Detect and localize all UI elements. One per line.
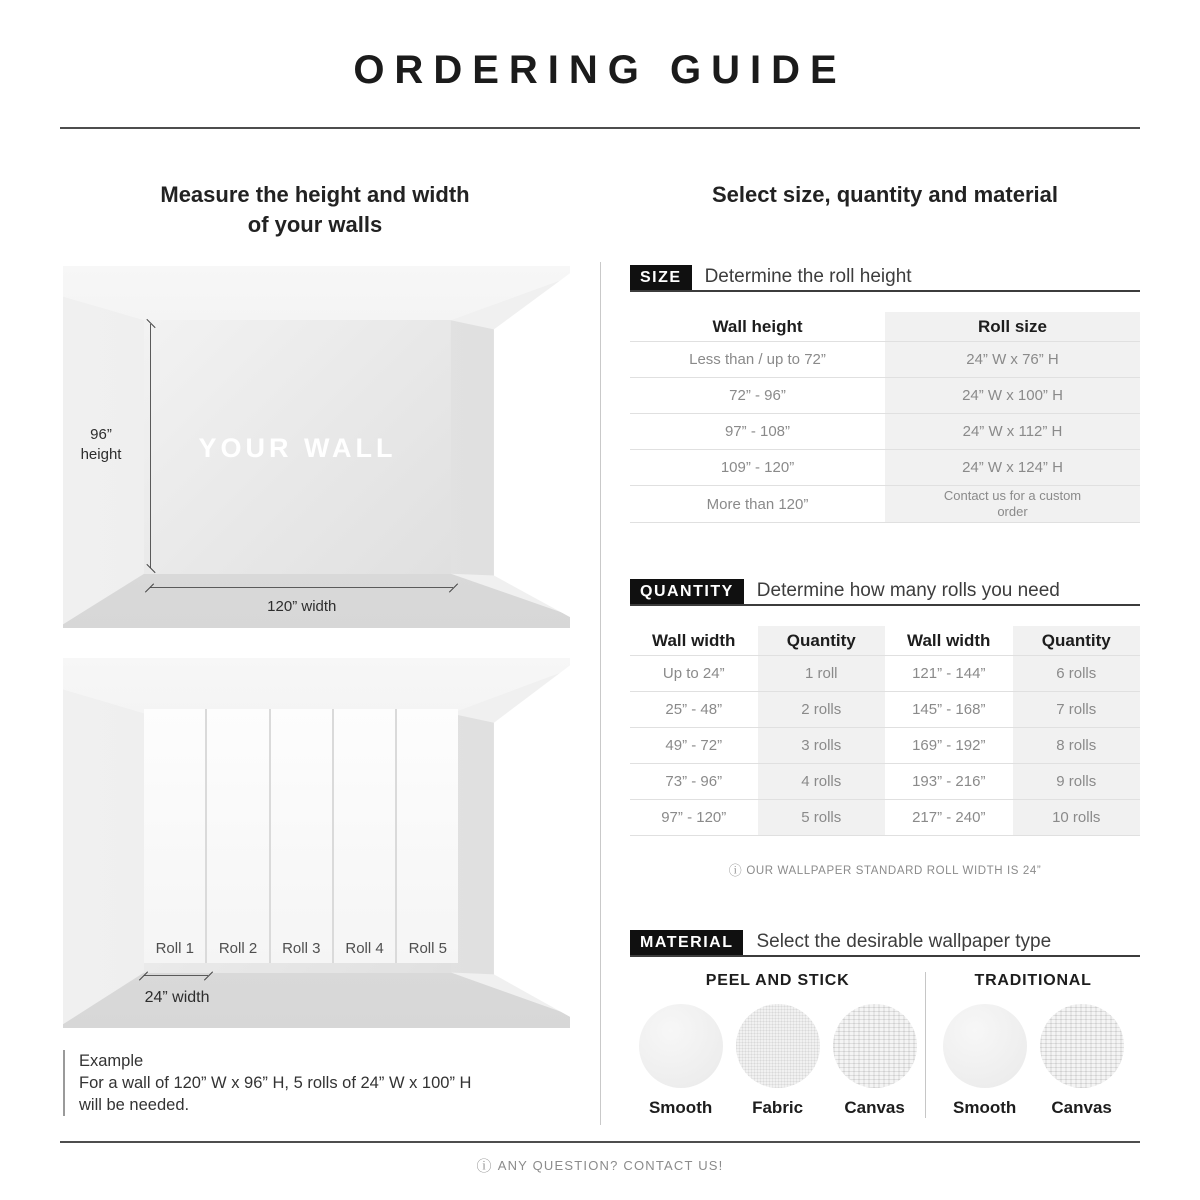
room-illustration-rolls (63, 658, 570, 1028)
size-caption: Determine the roll height (704, 266, 912, 287)
roll-width-dimension-label: 24” width (144, 988, 210, 1006)
example-line2: will be needed. (79, 1096, 190, 1114)
material-badge: MATERIAL (630, 930, 743, 955)
quantity-table (630, 626, 1140, 836)
your-wall-label: YOUR WALL (198, 432, 397, 463)
table-row: 49” - 72” 3 rolls 169” - 192” 8 rolls (630, 727, 1140, 763)
table-row: Less than / up to 72” 24” W x 76” H (630, 341, 1140, 377)
height-dimension-label: 96” height (80, 426, 122, 464)
quantity-badge: QUANTITY (630, 579, 744, 604)
table-row: 97” - 120” 5 rolls 217” - 240” 10 rolls (630, 799, 1140, 835)
swatch-canvas: Canvas (1040, 1004, 1124, 1118)
example-block (63, 1050, 570, 1116)
width-dimension-line (150, 587, 453, 588)
size-table (630, 312, 1140, 523)
quantity-caption: Determine how many rolls you need (756, 580, 1060, 601)
roll-panel: Roll 4 (334, 709, 395, 963)
height-dimension-line (150, 324, 151, 568)
standard-roll-width-note: ⓘ OUR WALLPAPER STANDARD ROLL WIDTH IS 24” (728, 863, 1042, 878)
material-groups (630, 972, 1140, 1118)
table-row: 73” - 96” 4 rolls 193” - 216” 9 rolls (630, 763, 1140, 799)
material-group-title: PEEL AND STICK (705, 972, 850, 989)
wallpaper-roll-panels (144, 709, 458, 963)
swatch-smooth: Smooth (639, 1004, 723, 1118)
size-table-header-row (630, 312, 1140, 341)
material-section-header (630, 930, 1140, 957)
info-icon: ⓘ (476, 1158, 493, 1175)
page-title: ORDERING GUIDE (353, 48, 847, 92)
swatch-smooth: Smooth (943, 1004, 1027, 1118)
table-row: 97” - 108” 24” W x 112” H (630, 413, 1140, 449)
header-divider (60, 127, 1140, 129)
quantity-table-header-row: Wall width Quantity Wall width Quantity (630, 626, 1140, 655)
smooth-texture-swatch (943, 1004, 1027, 1088)
table-row: 109” - 120” 24” W x 124” H (630, 449, 1140, 485)
roll-panel: Roll 3 (271, 709, 332, 963)
size-col-wall-height: Wall height (712, 316, 803, 336)
measure-column (0, 130, 600, 1118)
example-title: Example (79, 1052, 144, 1070)
material-group-traditional (926, 972, 1140, 1118)
content-columns (0, 130, 1200, 1118)
table-row: 72” - 96” 24” W x 100” H (630, 377, 1140, 413)
example-line1: For a wall of 120” W x 96” H, 5 rolls of 24” W x 100” H (79, 1074, 472, 1092)
table-row: More than 120” Contact us for a custom order (630, 485, 1140, 522)
size-badge: SIZE (630, 265, 692, 290)
select-column (600, 130, 1200, 1118)
smooth-texture-swatch (639, 1004, 723, 1088)
size-col-roll-size: Roll size (885, 312, 1140, 341)
room-illustration-your-wall (63, 266, 570, 628)
swatch-canvas: Canvas (833, 1004, 917, 1118)
roll-width-dimension-line (144, 975, 208, 976)
fabric-texture-swatch (736, 1004, 820, 1088)
roll-panel: Roll 5 (397, 709, 458, 963)
footer (60, 1141, 1140, 1175)
width-dimension-label: 120” width (267, 598, 337, 616)
table-row: Up to 24” 1 roll 121” - 144” 6 rolls (630, 655, 1140, 691)
roll-panel: Roll 2 (207, 709, 268, 963)
canvas-texture-swatch (833, 1004, 917, 1088)
select-heading: Select size, quantity and material (711, 182, 1058, 207)
size-section-header (630, 265, 1140, 292)
material-group-peel-and-stick (630, 972, 925, 1118)
material-group-title: TRADITIONAL (974, 972, 1092, 989)
material-caption: Select the desirable wallpaper type (756, 931, 1052, 952)
swatch-fabric: Fabric (736, 1004, 820, 1118)
roll-panel: Roll 1 (144, 709, 205, 963)
canvas-texture-swatch (1040, 1004, 1124, 1088)
contact-note: ⓘ ANY QUESTION? CONTACT US! (476, 1158, 724, 1175)
info-icon: ⓘ (728, 863, 743, 878)
quantity-section-header (630, 579, 1140, 606)
measure-heading: Measure the height and width of your walls (160, 182, 470, 237)
table-row: 25” - 48” 2 rolls 145” - 168” 7 rolls (630, 691, 1140, 727)
